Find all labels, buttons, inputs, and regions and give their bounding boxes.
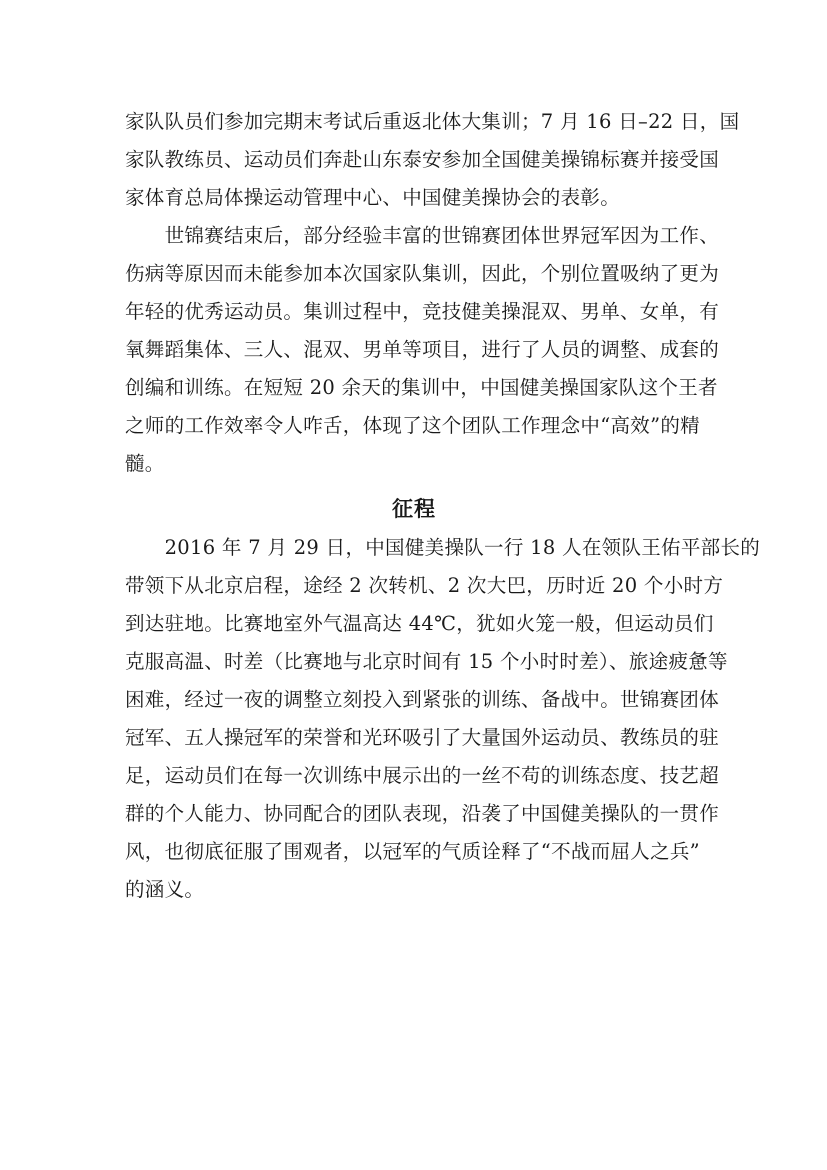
text-line: 2016 年 7 月 29 日，中国健美操队一行 18 人在领队王佑平部长的: [125, 536, 761, 559]
text-line: 群的个人能力、协同配合的团队表现，沿袭了中国健美操队的一贯作: [125, 802, 720, 825]
text-line: 困难，经过一夜的调整立刻投入到紧张的训练、备战中。世锦赛团体: [125, 688, 720, 711]
text-line: 到达驻地。比赛地室外气温高达 44℃，犹如火笼一般，但运动员们: [125, 612, 714, 635]
text-line: 家队教练员、运动员们奔赴山东泰安参加全国健美操锦标赛并接受国: [125, 148, 720, 171]
text-line: 冠军、五人操冠军的荣誉和光环吸引了大量国外运动员、教练员的驻: [125, 726, 720, 749]
text-line: 氧舞蹈集体、三人、混双、男单等项目，进行了人员的调整、成套的: [125, 338, 720, 361]
text-line: 之师的工作效率令人咋舌，体现了这个团队工作理念中“高效”的精: [125, 414, 700, 437]
text-line: 足，运动员们在每一次训练中展示出的一丝不苟的训练态度、技艺超: [125, 764, 720, 787]
text-line: 家体育总局体操运动管理中心、中国健美操协会的表彰。: [125, 186, 621, 209]
section-heading: 征程: [392, 496, 436, 521]
text-line: 髓。: [125, 452, 165, 475]
document-page: [125, 103, 761, 909]
paragraph-1: [125, 103, 740, 217]
paragraph-3: [125, 529, 761, 909]
text-line: 家队队员们参加完期末考试后重返北体大集训；7 月 16 日–22 日，国: [125, 110, 740, 133]
text-line: 年轻的优秀运动员。集训过程中，竞技健美操混双、男单、女单，有: [125, 300, 720, 323]
text-line: 克服高温、时差（比赛地与北京时间有 15 个小时时差）、旅途疲惫等: [125, 650, 728, 673]
text-line: 伤病等原因而未能参加本次国家队集训，因此，个别位置吸纳了更为: [125, 262, 720, 285]
paragraph-2: [125, 217, 720, 483]
text-line: 创编和训练。在短短 20 余天的集训中，中国健美操国家队这个王者: [125, 376, 718, 399]
text-line: 世锦赛结束后，部分经验丰富的世锦赛团体世界冠军因为工作、: [125, 224, 720, 247]
text-line: 带领下从北京启程，途经 2 次转机、2 次大巴，历时近 20 个小时方: [125, 574, 724, 597]
text-line: 风，也彻底征服了围观者，以冠军的气质诠释了“不战而屈人之兵”: [125, 840, 700, 863]
text-line: 的涵义。: [125, 878, 205, 901]
